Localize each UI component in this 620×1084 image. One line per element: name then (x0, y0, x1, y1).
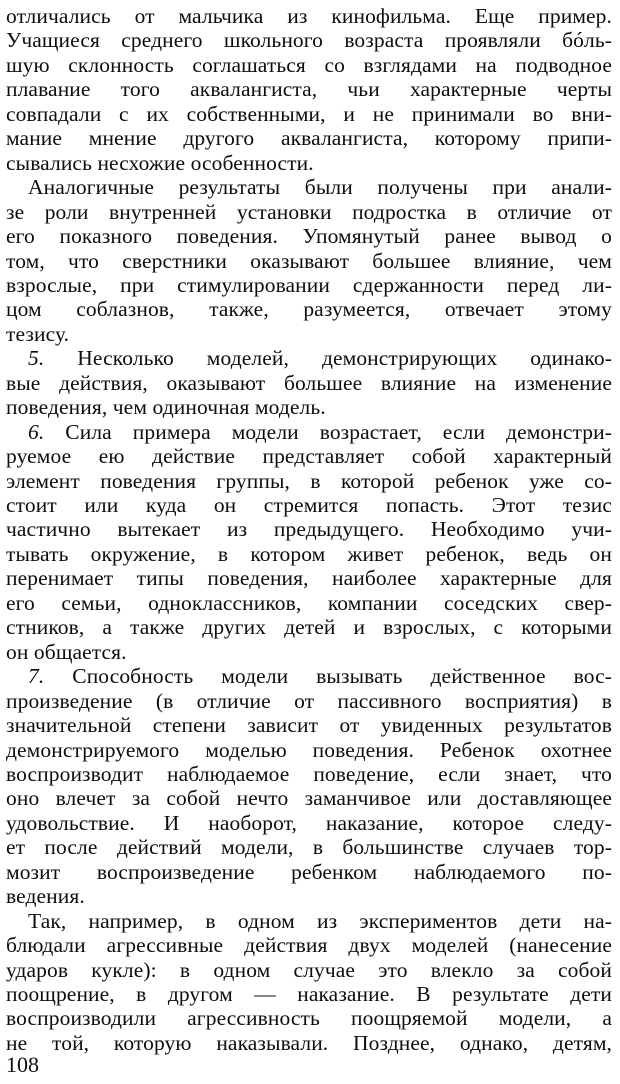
text-line (6, 321, 69, 347)
line-text: мозит воспроизведение ребенком наблюдаемого по- (6, 859, 612, 884)
text-line (6, 101, 612, 127)
text-line (6, 1030, 612, 1056)
text-line (6, 981, 612, 1007)
text-line (6, 859, 612, 885)
text-line (6, 76, 612, 102)
text-line (6, 199, 612, 225)
line-text: его семьи, одноклассников, компании соседских свер- (6, 590, 612, 615)
line-text: отличались от мальчика из кинофильма. Еще пример. (6, 4, 612, 28)
line-text: не той, которую наказывали. Позднее, однако, детям, (6, 1030, 612, 1055)
line-text: Сила примера модели возрастает, если демонстри- (44, 419, 612, 444)
line-text: вые действия, оказывают большее влияние на изменение (6, 370, 612, 395)
line-text: блюдали агрессивные действия двух моделей (нанесение (6, 933, 612, 958)
text-line (6, 737, 612, 763)
text-line (28, 419, 612, 445)
line-text: поощрение, в другом — наказание. В результате дети (6, 982, 612, 1006)
text-line (6, 590, 612, 616)
line-text: стников, а также других детей и взрослых, с которыми (6, 615, 612, 640)
list-number: 6. (28, 419, 45, 444)
line-text: мание мнение другого аквалангиста, которому припи- (6, 126, 612, 151)
text-line (6, 883, 85, 909)
line-text: воспроизводили агрессивность поощряемой модели, а (6, 1006, 612, 1031)
line-text: ведения. (6, 884, 85, 909)
text-line (6, 516, 612, 542)
text-line (6, 370, 612, 396)
line-text: руемое ею действие представляет собой характерный (6, 444, 612, 469)
text-line (6, 27, 612, 53)
line-text: он общается. (6, 639, 127, 664)
text-line (6, 3, 612, 29)
text-line (6, 150, 314, 176)
text-line (6, 932, 612, 958)
line-text: Аналогичные результаты были получены при анали- (28, 175, 612, 200)
line-text: Несколько моделей, демонстрирующих одинако- (44, 346, 612, 371)
line-text: частично вытекает из предыдущего. Необходимо учи- (6, 517, 612, 542)
text-line (6, 639, 127, 665)
text-line (6, 810, 612, 836)
text-line (28, 663, 612, 689)
line-text: значительной степени зависит от увиденных результатов (6, 713, 612, 737)
page-number: 108 (6, 1052, 39, 1077)
line-text: удовольствие. И наоборот, наказание, которое следу- (6, 810, 612, 835)
line-text: плавание того аквалангиста, чьи характерные черты (6, 77, 612, 102)
text-line (6, 492, 612, 518)
text-line (6, 443, 612, 469)
line-text: Учащиеся среднего школьного возраста проявляли бóль- (6, 28, 612, 53)
text-line (6, 394, 326, 420)
text-line (6, 761, 612, 787)
text-line (6, 541, 612, 567)
text-line (6, 223, 612, 249)
text-line (28, 908, 612, 934)
line-text: зе роли внутренней установки подростка в отличие от (6, 199, 612, 224)
line-text: сывались несхожие особенности. (6, 150, 314, 175)
text-line (6, 565, 612, 591)
line-text: демонстрируемого моделью поведения. Ребенок охотнее (6, 737, 612, 762)
text-line (6, 785, 612, 811)
text-line (6, 125, 612, 151)
line-text: Способность модели вызывать действенное вос- (44, 664, 612, 689)
line-text: поведения, чем одиночная модель. (6, 395, 326, 420)
text-line (6, 614, 612, 640)
list-number: 7. (28, 664, 45, 689)
line-text: совпадали с их собственными, и не принимали во вни- (6, 101, 612, 126)
line-text: ет после действий модели, в большинстве случаев тор- (6, 835, 612, 860)
text-line (6, 248, 612, 274)
line-text: взрослые, при стимулировании сдержанности перед ли- (6, 272, 612, 297)
text-line (6, 468, 612, 494)
text-line (6, 52, 612, 78)
line-text: тывать окружение, в котором живет ребенок, ведь он (6, 541, 612, 566)
text-line (28, 345, 612, 371)
line-text: оно влечет за собой нечто заманчивое или доставляющее (6, 786, 612, 811)
text-line (6, 712, 612, 738)
text-line (6, 957, 612, 983)
text-line (6, 834, 612, 860)
line-text: его показного поведения. Упомянутый ранее вывод о (6, 224, 612, 248)
text-line (6, 688, 612, 714)
line-text: перенимает типы поведения, наиболее характерные для (6, 566, 612, 591)
line-text: том, что сверстники оказывают большее влияние, чем (6, 248, 612, 273)
line-text: произведение (в отличие от пассивного восприятия) в (6, 688, 612, 713)
line-text: шую склонность соглашаться со взглядами на подводное (6, 52, 612, 77)
list-number: 5. (28, 346, 45, 371)
text-line (6, 272, 612, 298)
book-page (6, 0, 612, 1084)
text-line (6, 296, 612, 322)
line-text: Так, например, в одном из экспериментов дети на- (28, 908, 612, 933)
line-text: тезису. (6, 321, 70, 346)
line-text: цом соблазнов, также, разумеется, отвечает этому (6, 297, 612, 322)
line-text: стоит или куда он стремится попасть. Этот тезис (6, 493, 612, 517)
line-text: элемент поведения группы, в которой ребенок уже со- (6, 468, 612, 493)
line-text: ударов кукле): в одном случае это влекло за собой (6, 957, 612, 982)
text-line (28, 174, 612, 200)
text-line (6, 1005, 612, 1031)
line-text: воспроизводит наблюдаемое поведение, если знает, что (6, 761, 612, 786)
